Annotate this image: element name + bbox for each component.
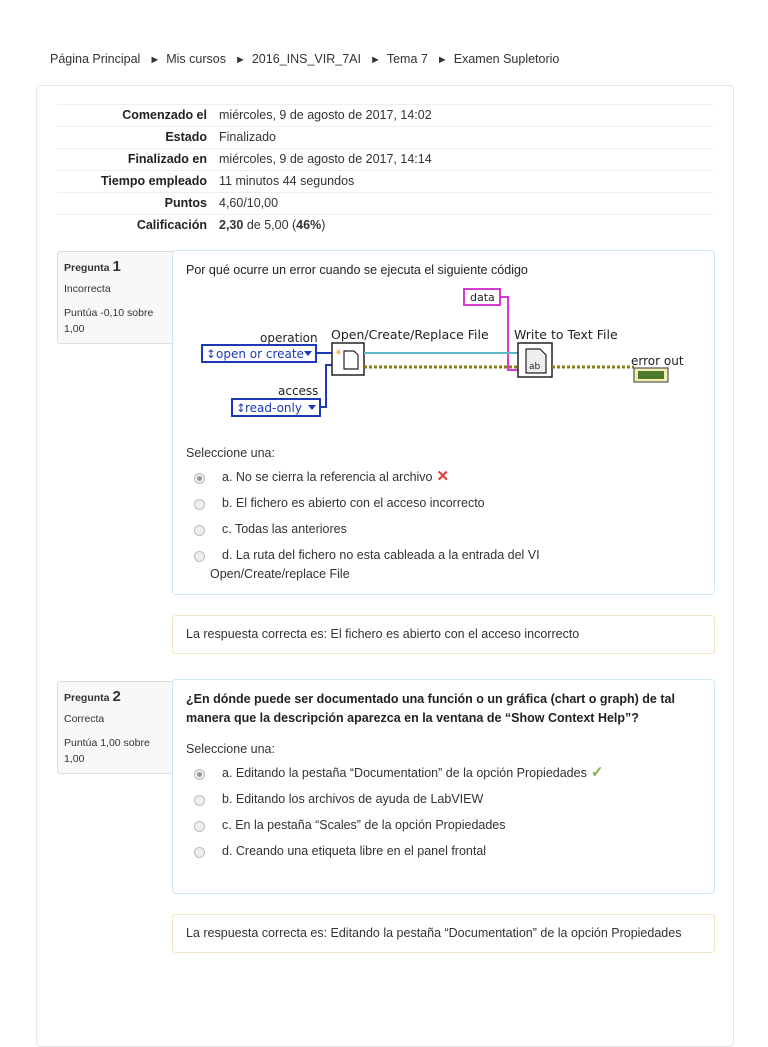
answer-label: c. En la pestaña “Scales” de la opción Propiedades — [222, 818, 506, 832]
error-cluster-icon — [638, 371, 664, 379]
breadcrumb-home-link[interactable]: Página Principal — [50, 52, 141, 66]
answer-label: b. El fichero es abierto con el acceso incorrecto — [222, 496, 485, 510]
question-label: Pregunta — [64, 262, 110, 274]
summary-row-points — [57, 193, 713, 215]
question-number-value: 1 — [112, 258, 121, 275]
answer-option-a[interactable] — [186, 764, 701, 782]
question-1-info — [57, 251, 179, 344]
radio-button[interactable] — [194, 821, 205, 832]
answer-text — [222, 468, 449, 486]
summary-label: Puntos — [164, 196, 207, 210]
summary-label: Calificación — [136, 218, 207, 232]
breadcrumb-course-link[interactable]: 2016_INS_VIR_7AI — [251, 52, 361, 66]
grade-of-text: de 5,00 ( — [243, 218, 297, 232]
answer-label: a. No se cierra la referencia al archivo — [222, 470, 433, 484]
error-out-label: error out — [631, 354, 684, 368]
grade-close: ) — [321, 218, 326, 232]
summary-value: miércoles, 9 de agosto de 2017, 14:02 — [219, 108, 432, 122]
radio-button[interactable] — [194, 847, 205, 858]
question-state: Correcta — [64, 713, 105, 725]
answer-option-d[interactable] — [186, 842, 701, 860]
sparkle-icon: ✳ — [335, 348, 342, 357]
question-number — [64, 258, 172, 275]
summary-label: Tiempo empleado — [100, 174, 207, 188]
answer-option-c[interactable] — [186, 816, 701, 834]
grade-percent: 46% — [296, 218, 322, 232]
labview-block-diagram — [186, 285, 686, 435]
radio-button[interactable] — [194, 795, 205, 806]
breadcrumb-separator-icon: ► — [149, 54, 161, 66]
breadcrumb — [50, 52, 559, 66]
question-state: Incorrecta — [64, 283, 111, 295]
answer-option-b[interactable] — [186, 494, 701, 512]
data-constant-label: data — [470, 291, 495, 304]
breadcrumb-my-courses-link[interactable]: Mis cursos — [166, 52, 226, 66]
answer-option-a[interactable] — [186, 468, 701, 486]
summary-value: miércoles, 9 de agosto de 2017, 14:14 — [219, 152, 432, 166]
write-vi-label: Write to Text File — [514, 327, 618, 342]
answer-label: a. Editando la pestaña “Documentation” de la opción Propiedades — [222, 766, 587, 780]
summary-row-started — [57, 105, 713, 127]
summary-value: 4,60/10,00 — [219, 196, 279, 210]
file-page-icon — [344, 351, 358, 369]
question-text: Por qué ocurre un error cuando se ejecuta el siguiente código — [186, 263, 528, 277]
breadcrumb-topic-link[interactable]: Tema 7 — [386, 52, 428, 66]
question-label: Pregunta — [64, 692, 110, 704]
answer-option-d[interactable] — [186, 546, 701, 564]
answer-prompt: Seleccione una: — [186, 446, 275, 460]
answer-text — [222, 764, 603, 782]
question-grade: Puntúa -0,10 sobre 1,00 — [64, 307, 154, 335]
attempt-summary-table — [57, 104, 713, 236]
access-enum-arrows-icon: ↕ — [236, 401, 246, 415]
grade-score: 2,30 — [219, 218, 244, 232]
breadcrumb-exam-link[interactable]: Examen Supletorio — [453, 52, 560, 66]
operation-enum-arrows-icon: ↕ — [206, 347, 216, 361]
question-number-value: 2 — [112, 688, 121, 705]
question-text: ¿En dónde puede ser documentado una función o un gráfica (chart o graph) de tal manera que la descripción aparezca en la ventana de “Show Context Help”? — [186, 692, 675, 725]
radio-button-selected[interactable] — [194, 473, 205, 484]
summary-row-time-taken — [57, 171, 713, 193]
answer-label-continued: Open/Create/replace File — [210, 567, 350, 581]
radio-button[interactable] — [194, 551, 205, 562]
correct-check-icon: ✓ — [590, 764, 604, 781]
summary-value: 11 minutos 44 segundos — [219, 174, 355, 188]
answer-label: b. Editando los archivos de ayuda de LabVIEW — [222, 792, 484, 806]
breadcrumb-separator-icon: ► — [436, 54, 448, 66]
question-1-feedback: La respuesta correcta es: El fichero es abierto con el acceso incorrecto — [172, 615, 715, 654]
radio-button[interactable] — [194, 525, 205, 536]
radio-button-selected[interactable] — [194, 769, 205, 780]
summary-value — [217, 215, 713, 237]
access-enum-value: read-only — [245, 401, 302, 415]
answer-label: d. La ruta del fichero no esta cableada a la entrada del VI — [222, 548, 540, 562]
question-number — [64, 688, 172, 705]
summary-row-state — [57, 127, 713, 149]
answer-label: c. Todas las anteriores — [222, 522, 347, 536]
summary-row-grade — [57, 215, 713, 237]
summary-row-finished — [57, 149, 713, 171]
breadcrumb-separator-icon: ► — [369, 54, 381, 66]
summary-label: Estado — [165, 130, 207, 144]
answer-option-c[interactable] — [186, 520, 701, 538]
open-vi-label: Open/Create/Replace File — [331, 327, 489, 342]
access-label: access — [278, 384, 319, 398]
question-grade: Puntúa 1,00 sobre 1,00 — [64, 737, 150, 765]
question-2-content — [172, 679, 715, 894]
operation-enum-value: open or create — [216, 347, 304, 361]
summary-label: Comenzado el — [122, 108, 207, 122]
incorrect-cross-icon: ✕ — [436, 468, 450, 485]
summary-value: Finalizado — [219, 130, 276, 144]
breadcrumb-separator-icon: ► — [234, 54, 246, 66]
access-wire — [320, 365, 332, 407]
quiz-review-panel — [36, 85, 734, 1047]
radio-button[interactable] — [194, 499, 205, 510]
answer-prompt: Seleccione una: — [186, 742, 275, 756]
answer-label: d. Creando una etiqueta libre en el panel frontal — [222, 844, 487, 858]
question-1-content — [172, 250, 715, 595]
operation-label: operation — [260, 331, 318, 345]
question-2-info — [57, 681, 179, 774]
abc-text-icon: ab — [529, 362, 541, 372]
summary-label: Finalizado en — [127, 152, 207, 166]
question-2-feedback: La respuesta correcta es: Editando la pestaña “Documentation” de la opción Propiedades — [172, 914, 715, 953]
answer-option-b[interactable] — [186, 790, 701, 808]
